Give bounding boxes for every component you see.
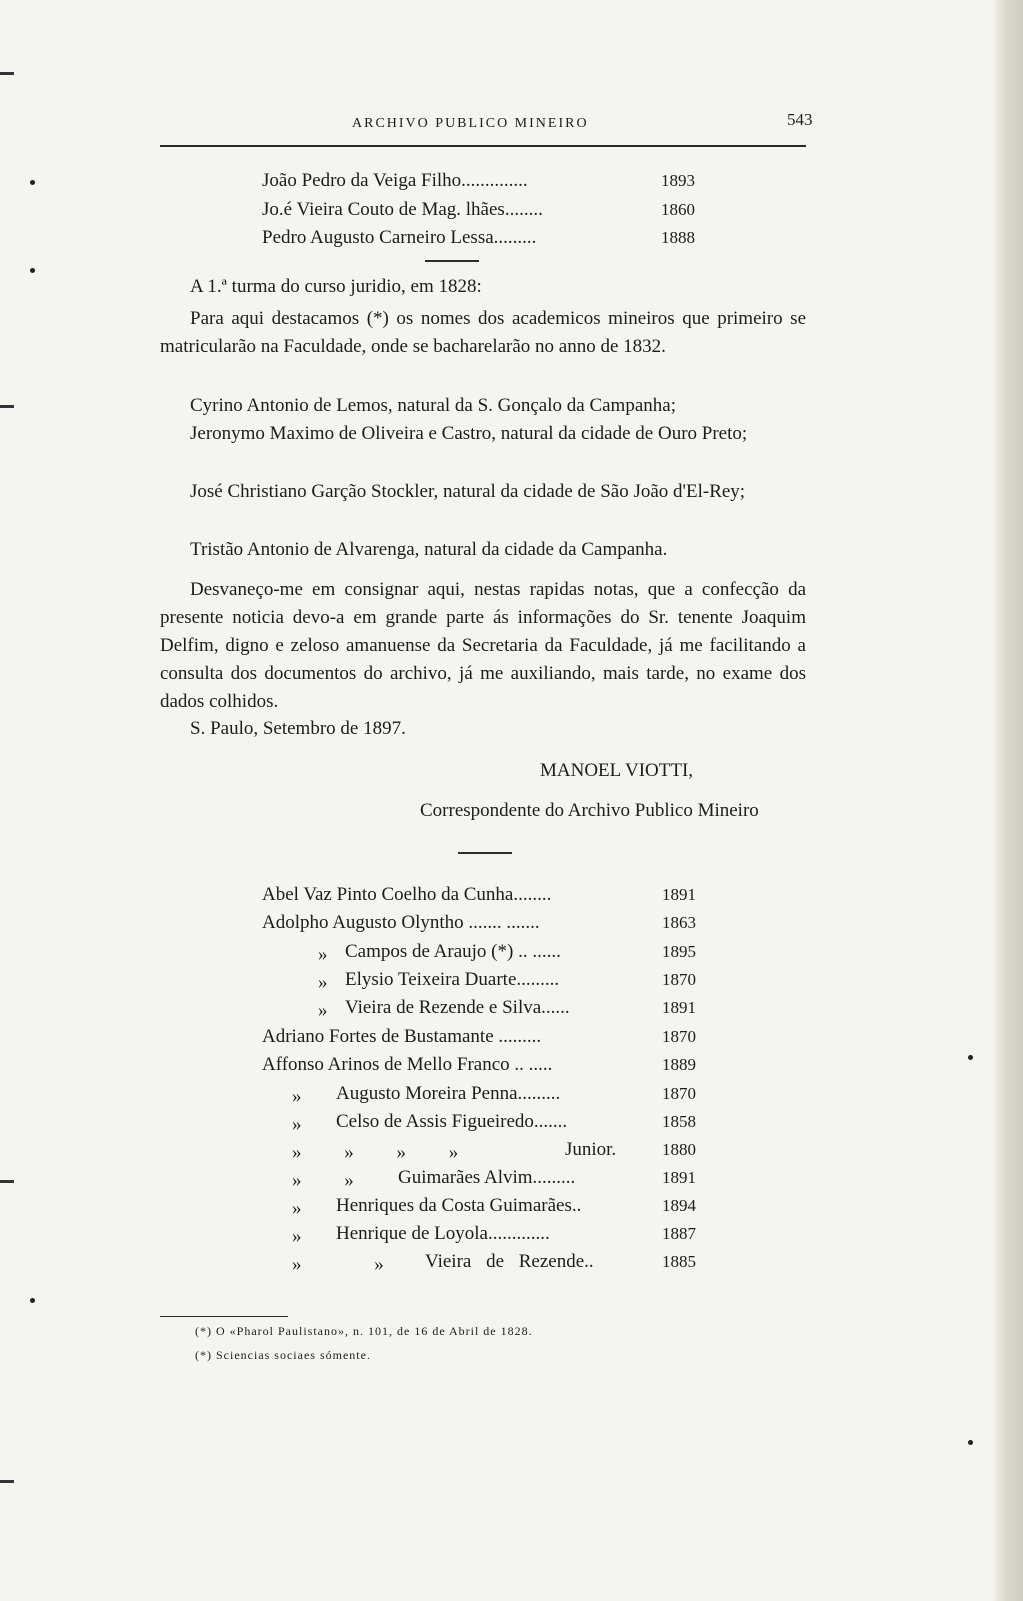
scan-edge-shadow (992, 0, 1023, 1601)
student-entry: Jeronymo Maximo de Oliveira e Castro, natural da cidade de Ouro Preto; (190, 423, 748, 444)
list-item-name: João Pedro da Veiga Filho.............. (262, 170, 528, 191)
list-item-year: 1895 (662, 942, 696, 961)
list-item-name: Junior. (565, 1139, 617, 1160)
list-item-year: 1885 (662, 1252, 696, 1271)
list-item-year: 1894 (662, 1196, 696, 1215)
scan-mark (0, 1480, 14, 1483)
list-item-name: Vieira de Rezende.. (425, 1251, 594, 1272)
list-item-year: 1860 (661, 200, 695, 219)
ditto-mark: » (318, 944, 328, 965)
footnote-rule (160, 1316, 288, 1317)
ditto-mark: » (292, 1198, 302, 1219)
list-item-year: 1891 (662, 998, 696, 1017)
speck (968, 1055, 973, 1060)
section-rule (425, 260, 479, 262)
scan-mark (0, 1180, 14, 1183)
ditto-mark: » (292, 1114, 302, 1135)
speck (30, 180, 35, 185)
speck (30, 1298, 35, 1303)
scan-mark (0, 405, 14, 408)
list-item-year: 1893 (661, 171, 695, 190)
signature-title: Correspondente do Archivo Publico Mineiro (420, 800, 759, 821)
list-item-name: Affonso Arinos de Mello Franco .. ..... (262, 1054, 553, 1075)
student-entry: Cyrino Antonio de Lemos, natural da S. Gonçalo da Campanha; (190, 395, 676, 416)
list-item-name: Augusto Moreira Penna......... (336, 1083, 561, 1104)
turma-heading: A 1.ª turma do curso juridio, em 1828: (190, 276, 482, 297)
acknowledgement-paragraph: Desvaneço-me em consignar aqui, nestas rapidas notas, que a confecção da presente noticia devo-a em grande parte ás informações do Sr. tenente Joaquim Delfim, digno e zeloso amanuense da Secretaria da Faculdade, já me facilitando a consulta dos documentos do archivo, já me auxiliando, mais tarde, no exame dos dados colhidos. (160, 579, 806, 712)
list-item-year: 1880 (662, 1140, 696, 1159)
list-item-name: Henrique de Loyola............. (336, 1223, 550, 1244)
list-item-year: 1888 (661, 228, 695, 247)
ditto-mark: » » (292, 1254, 384, 1275)
ditto-mark: » » (292, 1170, 354, 1191)
list-item-year: 1891 (662, 1168, 696, 1187)
list-item-name: Adriano Fortes de Bustamante ......... (262, 1026, 542, 1047)
list-item-year: 1887 (662, 1224, 696, 1243)
list-item-name: Abel Vaz Pinto Coelho da Cunha........ (262, 884, 552, 905)
header-rule (160, 145, 806, 147)
list-item-name: Adolpho Augusto Olyntho ....... ....... (262, 912, 540, 933)
section-rule (458, 852, 512, 854)
list-item-name: Campos de Araujo (*) .. ...... (345, 941, 561, 962)
list-item-year: 1858 (662, 1112, 696, 1131)
student-entry: José Christiano Garção Stockler, natural da cidade de São João d'El-Rey; (190, 481, 746, 502)
footnote: (*) Sciencias sociaes sómente. (195, 1348, 371, 1362)
speck (968, 1440, 973, 1445)
list-item-name: Jo.é Vieira Couto de Mag. lhães........ (262, 199, 543, 220)
ditto-mark: » (318, 972, 328, 993)
list-item-name: Guimarães Alvim......... (398, 1167, 576, 1188)
intro-paragraph: Para aqui destacamos (*) os nomes dos academicos mineiros que primeiro se matricularão na Faculdade, onde se bacharelarão no anno de 1832. (160, 308, 806, 357)
list-item-name: Elysio Teixeira Duarte......... (345, 969, 560, 990)
list-item-name: Henriques da Costa Guimarães.. (336, 1195, 582, 1216)
signature-name: MANOEL VIOTTI, (540, 760, 694, 781)
scan-mark (0, 72, 14, 75)
list-item-year: 1891 (662, 885, 696, 904)
list-item-name: Pedro Augusto Carneiro Lessa......... (262, 227, 537, 248)
student-entry: Tristão Antonio de Alvarenga, natural da cidade da Campanha. (190, 539, 668, 560)
list-item-year: 1870 (662, 1027, 696, 1046)
list-item-name: Vieira de Rezende e Silva...... (345, 997, 570, 1018)
list-item-year: 1863 (662, 913, 696, 932)
ditto-mark: » » » » (292, 1142, 459, 1163)
place-date: S. Paulo, Setembro de 1897. (190, 718, 406, 739)
page-number: 543 (787, 110, 813, 129)
ditto-mark: » (292, 1226, 302, 1247)
ditto-mark: » (292, 1086, 302, 1107)
list-item-year: 1889 (662, 1055, 696, 1074)
speck (30, 268, 35, 273)
list-item-year: 1870 (662, 1084, 696, 1103)
ditto-mark: » (318, 1000, 328, 1021)
list-item-name: Celso de Assis Figueiredo....... (336, 1111, 568, 1132)
list-item-year: 1870 (662, 970, 696, 989)
running-header: ARCHIVO PUBLICO MINEIRO (352, 116, 589, 131)
footnote: (*) O «Pharol Paulistano», n. 101, de 16 de Abril de 1828. (195, 1324, 533, 1338)
